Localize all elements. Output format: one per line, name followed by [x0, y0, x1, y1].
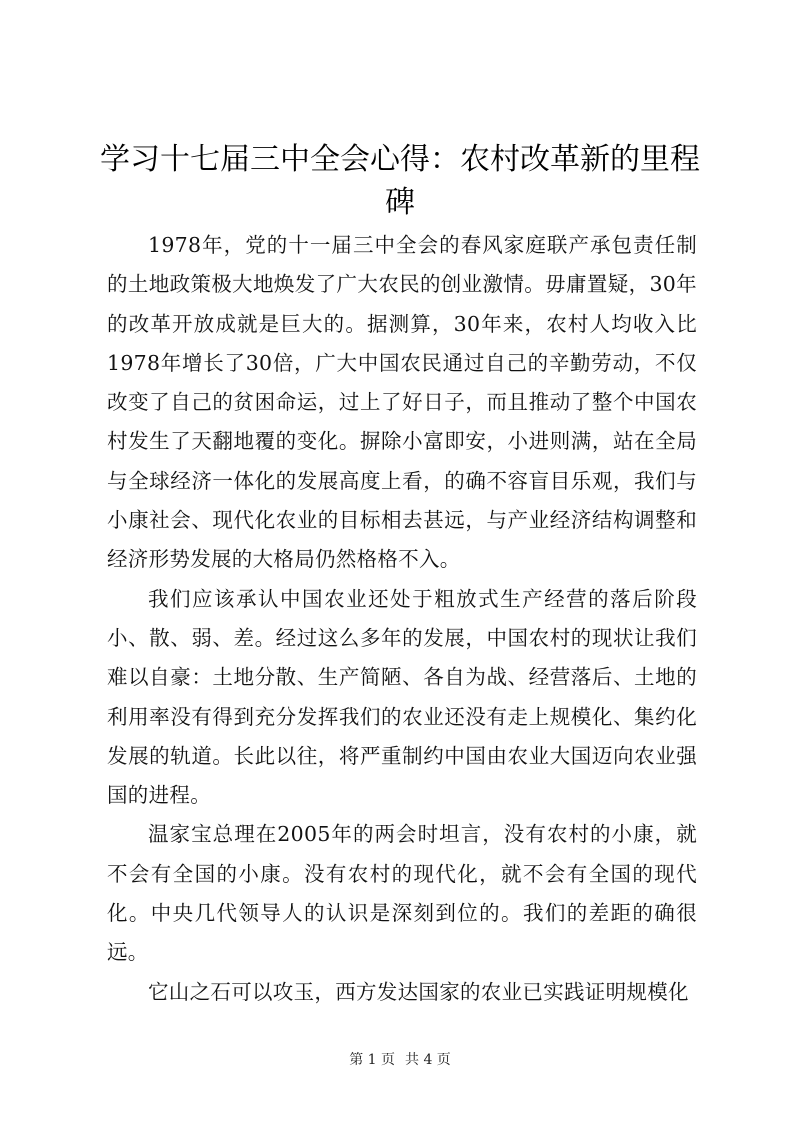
paragraph-2: 我们应该承认中国农业还处于粗放式生产经营的落后阶段小、散、弱、差。经过这么多年的发展，中国农村的现状让我们难以自豪：土地分散、生产简陋、各自为战、经营落后、土地的利用率没有得到充分发挥我们的农业还没有走上规模化、集约化发展的轨道。长此以往，将严重制约中国由农业大国迈向农业强国的进程。 [107, 586, 697, 808]
paragraph-4: 它山之石可以攻玉，西方发达国家的农业已实践证明规模化 [148, 979, 689, 1004]
page-total: 共 4 页 [405, 1052, 451, 1068]
page-number: 第 1 页 [349, 1052, 395, 1068]
paragraph-3: 温家宝总理在2005年的两会时坦言，没有农村的小康，就不会有全国的小康。没有农村的现代化，就不会有全国的现代化。中央几代领导人的认识是深刻到位的。我们的差距的确很远。 [107, 822, 697, 965]
document-title: 学习十七届三中全会心得：农村改革新的里程碑 [100, 142, 700, 220]
page-footer [0, 1050, 800, 1070]
paragraph-1: 1978年，党的十一届三中全会的春风家庭联产承包责任制的土地政策极大地焕发了广大农民的创业激情。毋庸置疑，30年的改革开放成就是巨大的。据测算，30年来，农村人均收入比1978年增长了30倍，广大中国农民通过自己的辛勤劳动，不仅改变了自己的贫困命运，过上了好日子，而且推动了整个中国农村发生了天翻地覆的变化。摒除小富即安，小进则满，站在全局与全球经济一体化的发展高度上看，的确不容盲目乐观，我们与小康社会、现代化农业的目标相去甚远，与产业经济结构调整和经济形势发展的大格局仍然格格不入。 [107, 233, 697, 572]
document-body [107, 226, 697, 1012]
